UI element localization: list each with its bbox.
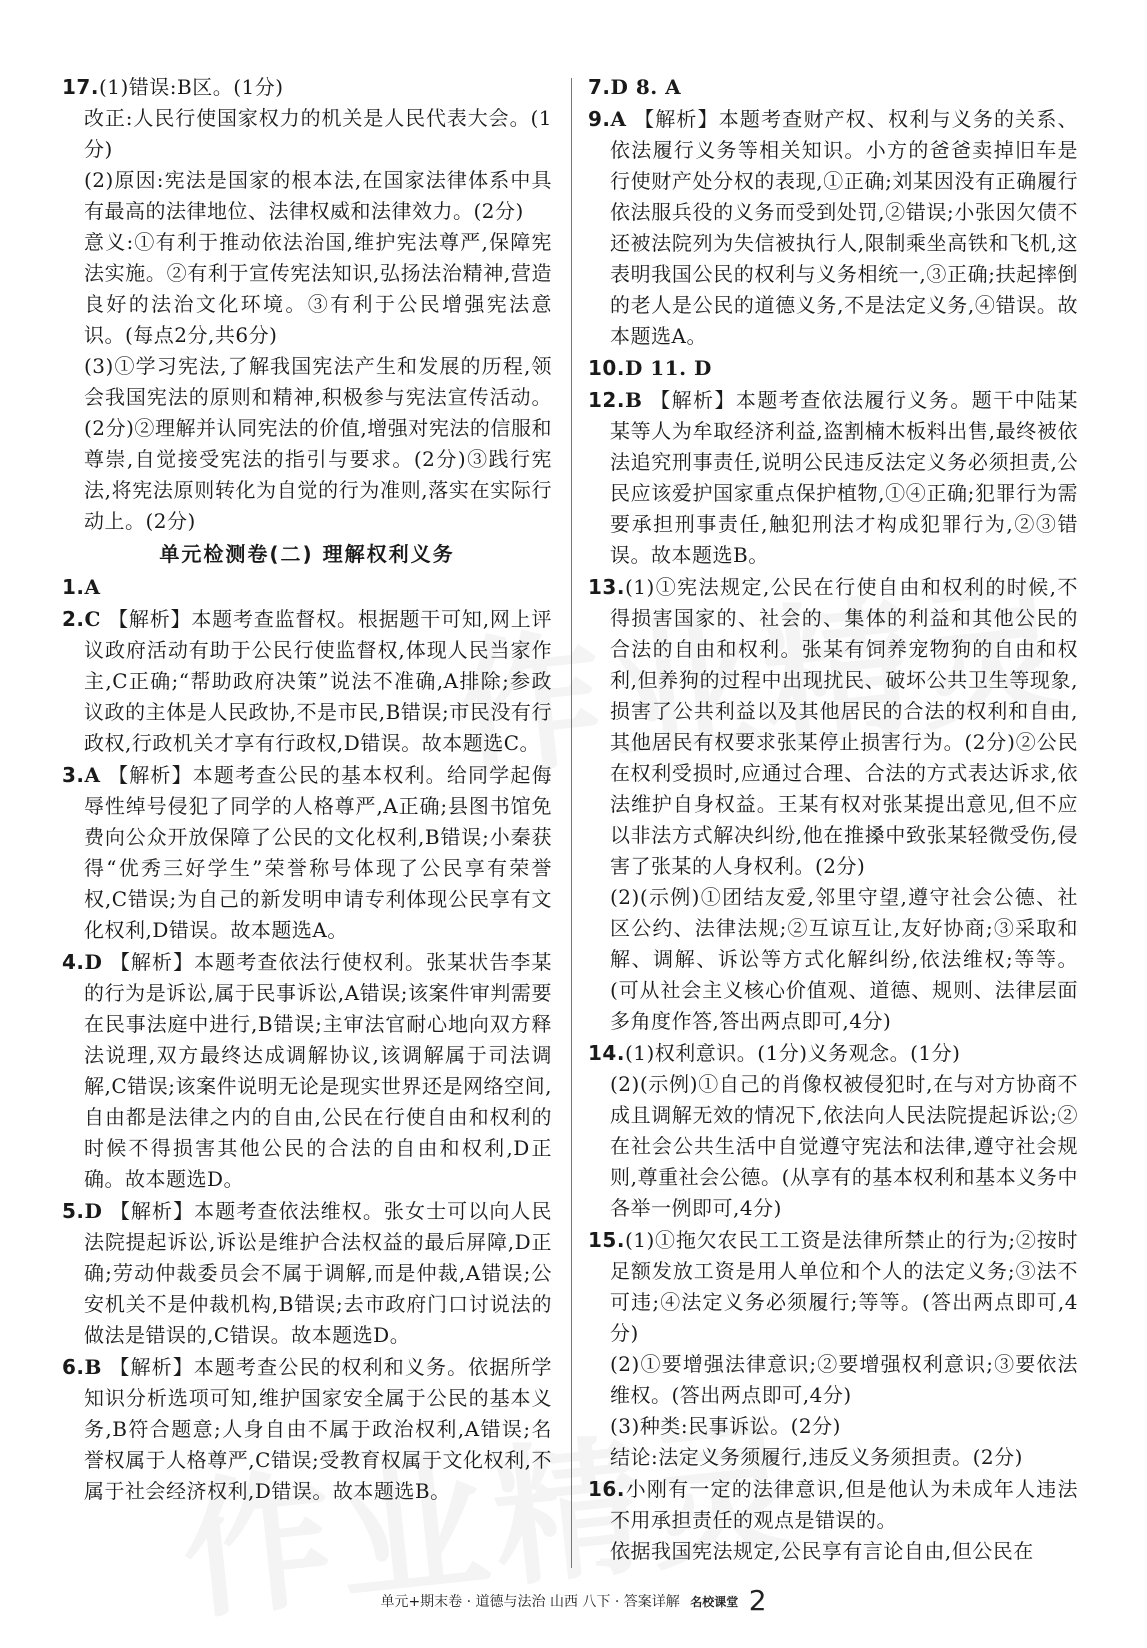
answer-item [62,1196,552,1351]
explanation-text: 【解析】本题考查依法履行义务。题干中陆某某等人为牟取经济利益,盗割楠木板料出售,最终被依法追究刑事责任,说明公民违反法定义务必须担责,公民应该爱护国家重点保护植物,①④正确;犯罪行为需要承担刑事责任,触犯刑法才构成犯罪行为,②③错误。故本题选B。 [610,388,1079,567]
answer-line: 意义:①有利于推动依法治国,维护宪法尊严,保障宪法实施。②有利于宣传宪法知识,弘扬法治精神,营造良好的法治文化环境。③有利于公民增强宪法意识。(每点2分,共6分) [84,230,552,347]
question-number: 3. [62,763,85,787]
page-number: 2 [748,1584,767,1617]
answer-line: (2)原因:宪法是国家的根本法,在国家法律体系中具有最高的法律地位、法律权威和法律效力。(2分) [84,168,552,223]
answer-item [62,947,552,1195]
answer-line: 小刚有一定的法律意识,但是他认为未成年人违法不用承担责任的观点是错误的。 [610,1477,1078,1532]
explanation-text: 【解析】本题考查依法维权。张女士可以向人民法院提起诉讼,诉讼是维护合法权益的最后屏障,D正确;劳动仲裁委员会不属于调解,而是仲裁,A错误;公安机关不是仲裁机构,B错误;去市政府门口讨说法的做法是错误的,C错误。故本题选D。 [84,1199,553,1347]
answer-choice: A [84,575,101,599]
answer-item [62,572,552,603]
answer-item [62,1352,552,1507]
answer-line: (2)(示例)①自己的肖像权被侵犯时,在与对方协商不成且调解无效的情况下,依法向人民法院提起诉讼;②在社会公共生活中自觉遵守宪法和法律,遵守社会规则,尊重社会公德。(从享有的基本权利和基本义务中各举一例即可,4分) [610,1072,1078,1220]
explanation-text: 【解析】本题考查公民的权利和义务。依据所学知识分析选项可知,维护国家安全属于公民的基本义务,B符合题意;人身自由不属于政治权利,A错误;名誉权属于人格尊严,C错误;受教育权属于文化权利,不属于社会经济权利,D错误。故本题选B。 [84,1355,553,1503]
answer-choice: D 11. D [624,356,712,380]
answer-choice: B [84,1355,102,1379]
answer-choice: A [610,107,627,131]
question-number: 4. [62,950,85,974]
question-number: 10. [588,356,625,380]
answer-choice: A [84,763,101,787]
question-number: 5. [62,1199,85,1223]
footer-text: 单元+期末卷 · 道德与法治 山西 八下 · 答案详解 [380,1594,680,1610]
explanation-text: 【解析】本题考查财产权、权利与义务的关系、依法履行义务等相关知识。小方的爸爸卖掉旧车是行使财产处分权的表现,①正确;刘某因没有正确履行依法服兵役的义务而受到处罚,②错误;小张因欠债不还被法院列为失信被执行人,限制乘坐高铁和飞机,这表明我国公民的权利与义务相统一,③正确;扶起摔倒的老人是公民的道德义务,不是法定义务,④错误。故本题选A。 [610,107,1079,348]
answer-line: (1)①宪法规定,公民在行使自由和权利的时候,不得损害国家的、社会的、集体的利益和其他公民的合法的自由和权利。张某有饲养宠物狗的自由和权利,但养狗的过程中出现扰民、破坏公共卫生等现象,损害了公共利益以及其他居民的合法的权利和自由,其他居民有权要求张某停止损害行为。(2分)②公民在权利受损时,应通过合理、合法的方式表达诉求,依法维护自身权益。王某有权对张某提出意见,但不应以非法方式解决纠纷,他在推搡中致张某轻微受伤,侵害了张某的人身权利。(2分) [610,575,1078,878]
answer-line: (1)权利意识。(1分)义务观念。(1分) [624,1041,961,1065]
answer-choice: D [84,950,103,974]
explanation-text: 【解析】本题考查公民的基本权利。给同学起侮辱性绰号侵犯了同学的人格尊严,A正确;县图书馆免费向公众开放保障了公民的文化权利,B错误;小秦获得“优秀三好学生”荣誉称号体现了公民享有荣誉权,C错误;为自己的新发明申请专利体现公民享有文化权利,D错误。故本题选A。 [84,763,553,942]
answer-choice: C [84,607,101,631]
question-number: 17. [62,75,99,99]
question-number: 16. [588,1477,625,1501]
section-title: 单元检测卷(二) 理解权利义务 [159,542,455,566]
answer-line: (3)①学习宪法,了解我国宪法产生和发展的历程,领会我国宪法的原则和精神,积极参与宪法宣传活动。(2分)②理解并认同宪法的价值,增强对宪法的信服和尊崇,自觉接受宪法的指引与要求。(2分)③践行宪法,将宪法原则转化为自觉的行为准则,落实在实际行动上。(2分) [84,354,552,533]
answer-line: (2)(示例)①团结友爱,邻里守望,遵守社会公德、社区公约、法律法规;②互谅互让,友好协商;③采取和解、调解、诉讼等方式化解纠纷,依法维权;等等。(可从社会主义核心价值观、道德、规则、法律层面多角度作答,答出两点即可,4分) [610,885,1078,1033]
brand-logo: 名校课堂 [690,1595,739,1609]
answer-item [588,353,1078,384]
question-number: 15. [588,1228,625,1252]
answer-item [588,385,1078,571]
answer-item [62,760,552,946]
explanation-text: 【解析】本题考查依法行使权利。张某状告李某的行为是诉讼,属于民事诉讼,A错误;该案件审判需要在民事法庭中进行,B错误;主审法官耐心地向双方释法说理,双方最终达成调解协议,该调解属于司法调解,C错误;该案件说明无论是现实世界还是网络空间,自由都是法律之内的自由,公民在行使自由和权利的时候不得损害其他公民的合法的自由和权利,D正确。故本题选D。 [84,950,553,1191]
answer-line: 改正:人民行使国家权力的机关是人民代表大会。(1分) [84,106,552,161]
answer-line: (1)①拖欠农民工工资是法律所禁止的行为;②按时足额发放工资是用人单位和个人的法定义务;③法不可违;④法定义务必须履行;等等。(答出两点即可,4分) [610,1228,1078,1345]
left-column [62,72,552,1508]
right-column [588,72,1078,1568]
answer-line: (1)错误:B区。(1分) [98,75,284,99]
answer-line: 结论:法定义务须履行,违反义务须担责。(2分) [610,1445,1023,1469]
answer-item [588,104,1078,352]
answer-choice: B [624,388,643,412]
answer-line: (2)①要增强法律意识;②要增强权利意识;③要依法维权。(答出两点即可,4分) [610,1352,1078,1407]
answer-item [62,604,552,759]
answer-choice: D 8. A [610,75,682,99]
answer-item [588,572,1078,1037]
question-number: 12. [588,388,625,412]
question-number: 7. [588,75,611,99]
column-divider [571,78,572,1568]
question-number: 14. [588,1041,625,1065]
answer-item [588,1225,1078,1473]
question-number: 2. [62,607,85,631]
answer-line: (3)种类:民事诉讼。(2分) [610,1414,841,1438]
answer-item [588,1474,1078,1567]
answer-item [588,1038,1078,1224]
answer-item [588,72,1078,103]
answer-item [62,72,552,537]
question-number: 6. [62,1355,85,1379]
question-number: 9. [588,107,611,131]
explanation-text: 【解析】本题考查监督权。根据题干可知,网上评议政府活动有助于公民行使监督权,体现人民当家作主,C正确;“帮助政府决策”说法不准确,A排除;参政议政的主体是人民政协,不是市民,B错误;市民没有行政权,行政机关才享有行政权,D错误。故本题选C。 [84,607,552,755]
page-footer [0,1584,1147,1617]
answer-line: 依据我国宪法规定,公民享有言论自由,但公民在 [610,1539,1034,1563]
answer-choice: D [84,1199,103,1223]
question-number: 13. [588,575,625,599]
question-number: 1. [62,575,85,599]
